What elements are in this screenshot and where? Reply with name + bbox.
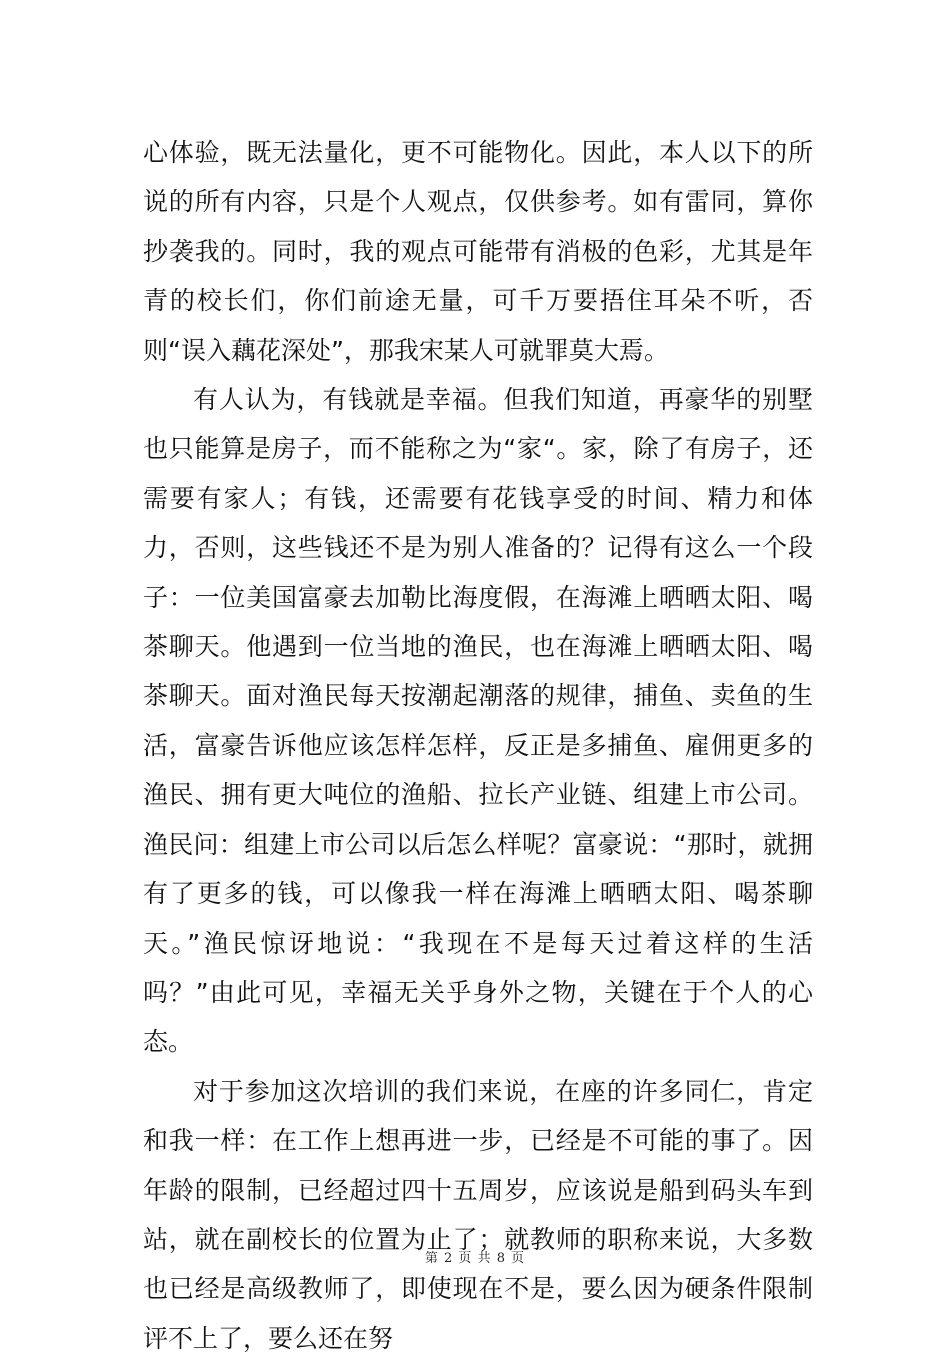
page-number-footer: 第 2 页 共 8 页 <box>424 1251 526 1266</box>
paragraph-1: 心体验，既无法量化，更不可能物化。因此，本人以下的所说的所有内容，只是个人观点，仅供参考。如有雷同，算你抄袭我的。同时，我的观点可能带有消极的色彩，尤其是年青的校长们，你们前途无量，可千万要捂住耳朵不听，否则“误入藕花深处”，那我宋某人可就罪莫大焉。 <box>143 138 813 365</box>
paragraph-3: 对于参加这次培训的我们来说，在座的许多同仁，肯定和我一样：在工作上想再进一步，已经是不可能的事了。因年龄的限制，已经超过四十五周岁，应该说是船到码头车到站，就在副校长的位置为止了；就教师的职称来说，大多数也已经是高级教师了，即使现在不是，要么因为硬条件限制评不上了，要么还在努 <box>143 1076 813 1353</box>
paragraph-2: 有人认为，有钱就是幸福。但我们知道，再豪华的别墅也只能算是房子，而不能称之为“家“。家，除了有房子，还需要有家人；有钱，还需要有花钱享受的时间、精力和体力，否则，这些钱还不是为别人准备的？记得有这么一个段子：一位美国富豪去加勒比海度假，在海滩上晒晒太阳、喝茶聊天。他遇到一位当地的渔民，也在海滩上晒晒太阳、喝茶聊天。面对渔民每天按潮起潮落的规律，捕鱼、卖鱼的生活，富豪告诉他应该怎样怎样，反正是多捕鱼、雇佣更多的渔民、拥有更大吨位的渔船、拉长产业链、组建上市公司。渔民问：组建上市公司以后怎么样呢？富豪说：“那时，就拥有了更多的钱，可以像我一样在海滩上晒晒太阳、喝茶聊天。”渔民惊讶地说：“我现在不是每天过着这样的生活吗？”由此可见，幸福无关乎身外之物，关键在于个人的心态。 <box>143 385 813 1057</box>
document-body <box>143 128 813 1363</box>
